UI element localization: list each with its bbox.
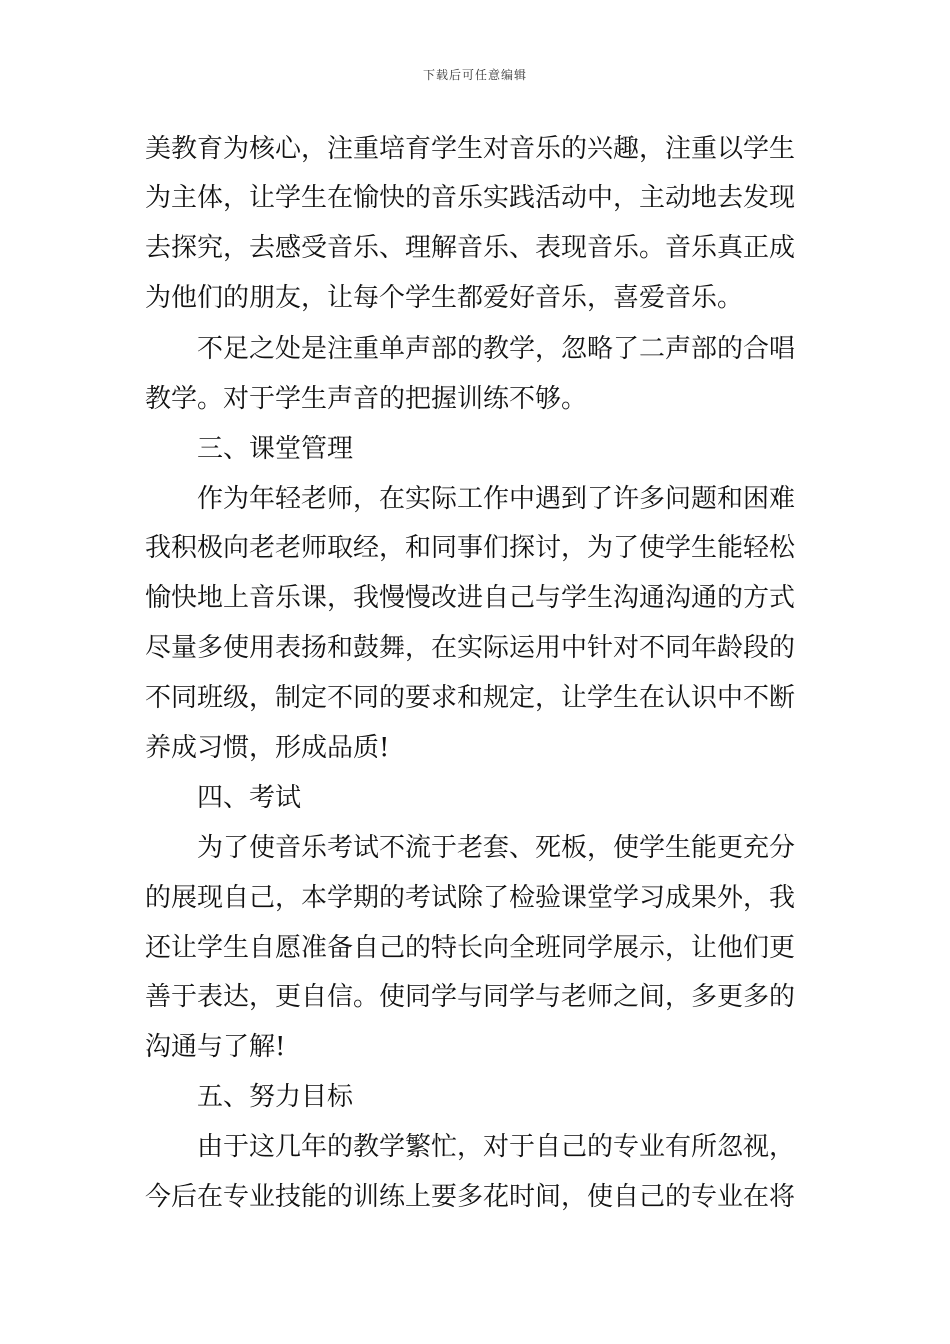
text-line: 为主体，让学生在愉快的音乐实践活动中，主动地去发现: [145, 183, 796, 213]
section-heading: 三、课堂管理: [197, 434, 354, 464]
section-heading: 四、考试: [197, 783, 302, 813]
text-line: 还让学生自愿准备自己的特长向全班同学展示，让他们更: [145, 933, 796, 963]
text-line: 善于表达，更自信。使同学与同学与老师之间，多更多的: [145, 982, 796, 1012]
text-line: 去探究，去感受音乐、理解音乐、表现音乐。音乐真正成: [145, 233, 796, 263]
text-line: 尽量多使用表扬和鼓舞，在实际运用中针对不同年龄段的: [145, 633, 796, 663]
text-line: 由于这几年的教学繁忙，对于自己的专业有所忽视，: [197, 1132, 796, 1162]
text-line: 不同班级，制定不同的要求和规定，让学生在认识中不断: [145, 683, 796, 713]
section-heading: 五、努力目标: [197, 1082, 354, 1112]
text-line: 不足之处是注重单声部的教学，忽略了二声部的合唱: [197, 334, 796, 364]
text-line: 作为年轻老师，在实际工作中遇到了许多问题和困难: [197, 484, 796, 514]
text-line: 的展现自己，本学期的考试除了检验课堂学习成果外，我: [145, 883, 796, 913]
text-line: 为了使音乐考试不流于老套、死板，使学生能更充分: [197, 833, 796, 863]
text-line: 我积极向老老师取经，和同事们探讨，为了使学生能轻松: [145, 533, 796, 563]
text-line: 教学。对于学生声音的把握训练不够。: [145, 384, 588, 414]
text-line: 愉快地上音乐课，我慢慢改进自己与学生沟通沟通的方式: [145, 583, 796, 613]
text-line: 美教育为核心，注重培育学生对音乐的兴趣，注重以学生: [145, 134, 796, 164]
text-line: 沟通与了解!: [145, 1032, 286, 1062]
page-header: 下载后可任意编辑: [422, 68, 527, 82]
text-line: 养成习惯，形成品质!: [145, 733, 390, 763]
text-line: 为他们的朋友，让每个学生都爱好音乐，喜爱音乐。: [145, 283, 744, 313]
text-line: 今后在专业技能的训练上要多花时间，使自己的专业在将: [145, 1182, 796, 1212]
